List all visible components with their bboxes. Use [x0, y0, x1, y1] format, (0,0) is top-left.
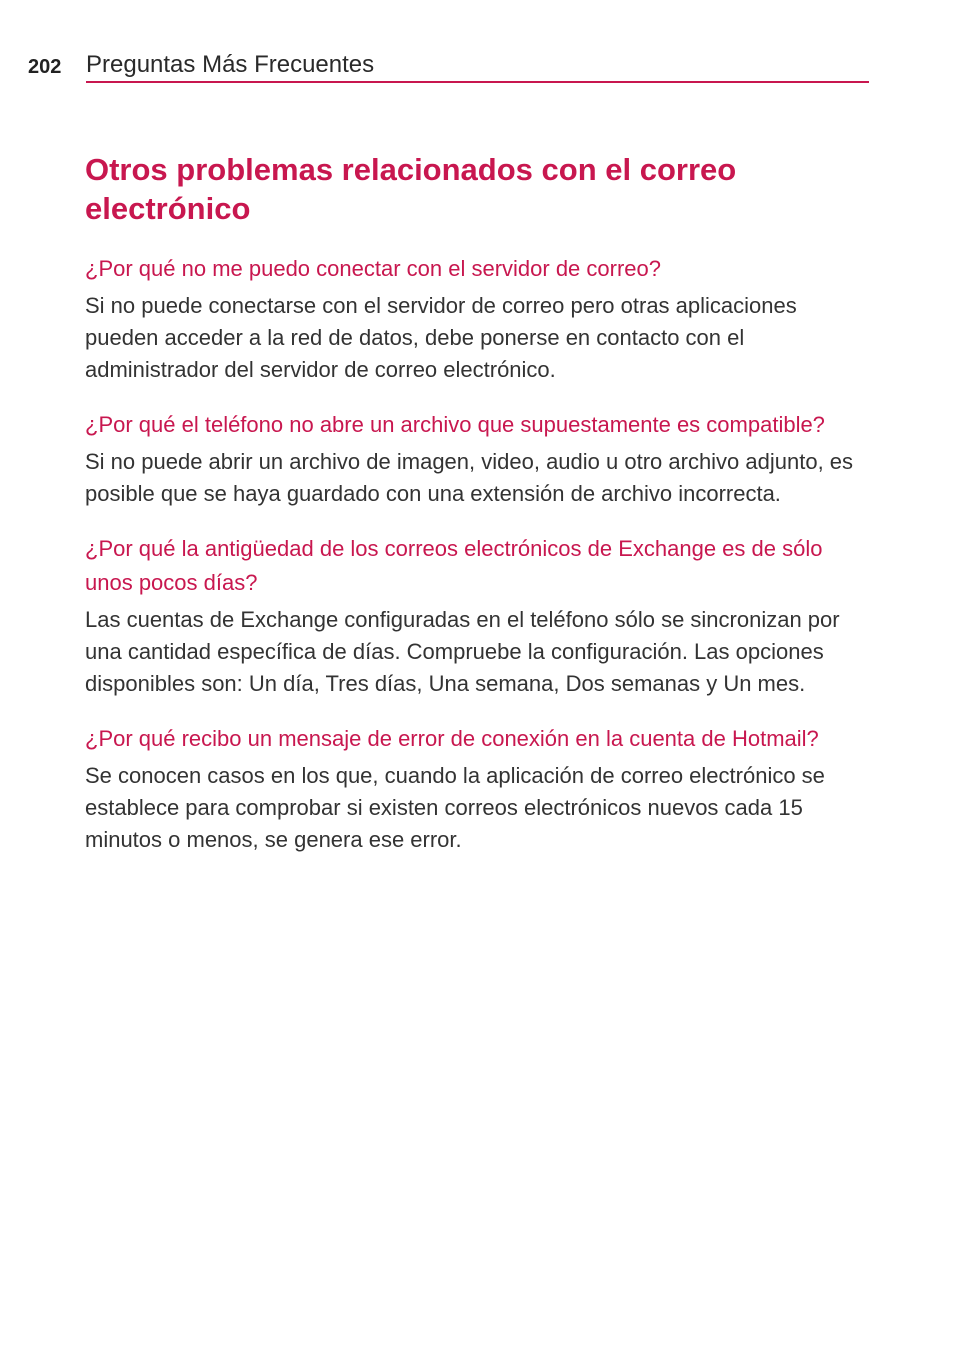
- faq-answer: Las cuentas de Exchange configuradas en el teléfono sólo se sincronizan por una cantidad específica de días. Compruebe la configuración. Las opciones disponibles son: Un día, Tres días, Una semana, Dos semanas y Un mes.: [85, 607, 840, 696]
- faq-item: [85, 408, 875, 510]
- faq-item: [85, 252, 875, 386]
- faq-question: ¿Por qué recibo un mensaje de error de conexión en la cuenta de Hotmail?: [85, 726, 819, 751]
- faq-answer: Si no puede abrir un archivo de imagen, video, audio u otro archivo adjunto, es posible que se haya guardado con una extensión de archivo incorrecta.: [85, 449, 854, 506]
- page-title: Otros problemas relacionados con el correo electrónico: [85, 152, 737, 226]
- faq-question: ¿Por qué la antigüedad de los correos electrónicos de Exchange es de sólo unos pocos días?: [85, 536, 823, 595]
- page-number: 202: [28, 56, 62, 78]
- faq-answer: Si no puede conectarse con el servidor de correo pero otras aplicaciones pueden acceder a la red de datos, debe ponerse en contacto con el administrador del servidor de correo electrónico.: [85, 293, 797, 382]
- faq-item: [85, 722, 875, 856]
- faq-question: ¿Por qué el teléfono no abre un archivo que supuestamente es compatible?: [85, 412, 825, 437]
- faq-question: ¿Por qué no me puedo conectar con el servidor de correo?: [85, 256, 661, 281]
- running-header: [86, 50, 869, 83]
- faq-answer: Se conocen casos en los que, cuando la aplicación de correo electrónico se establece para comprobar si existen correos electrónicos nuevos cada 15 minutos o menos, se genera ese error.: [85, 763, 825, 852]
- section-title: Preguntas Más Frecuentes: [86, 51, 375, 78]
- faq-item: [85, 532, 875, 700]
- page-content: [85, 150, 875, 878]
